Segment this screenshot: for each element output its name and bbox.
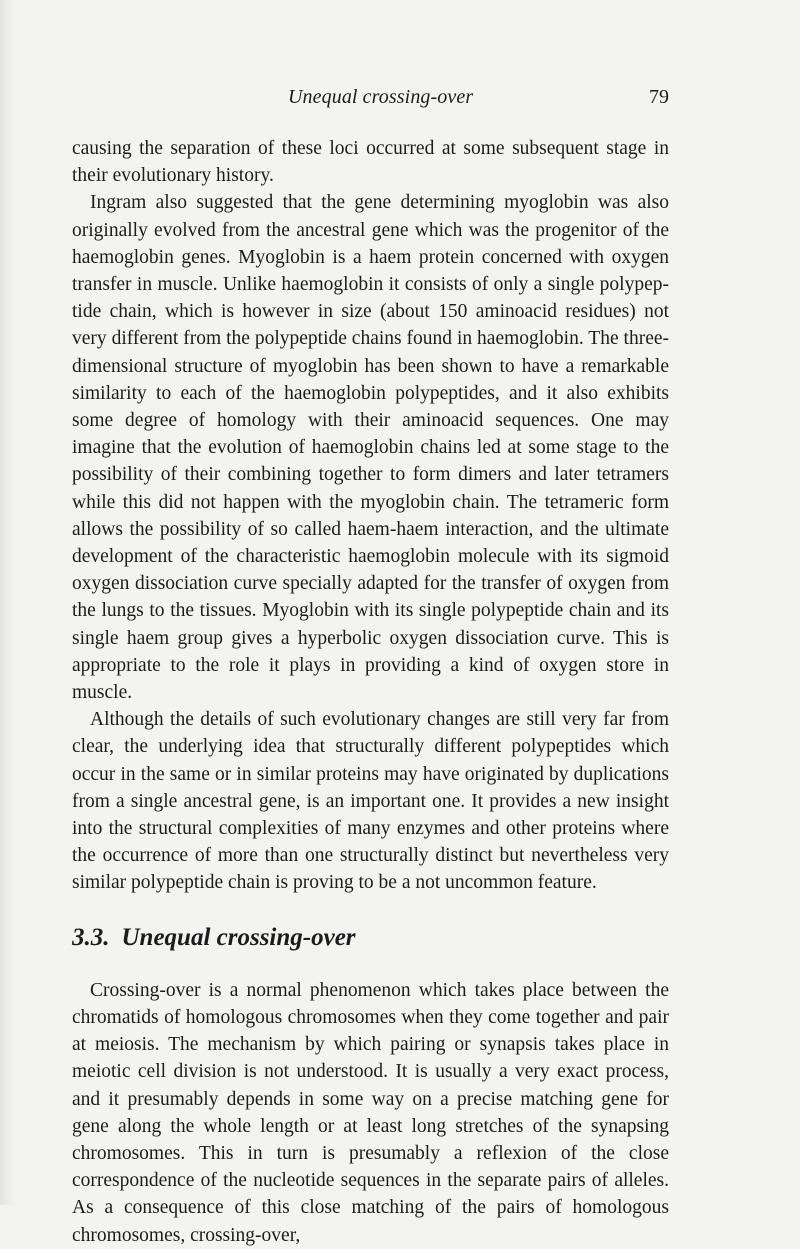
body-paragraph-myoglobin: Ingram also suggested that the gene determining myoglobin was also originally evolved from the ancestral gene which was the progenitor of the haemoglobin genes. Myoglobin is a haem protein concerned with oxygen transfer in muscle. Unlike haemoglobin it consists of only a single polypeptide chain, which is however in size (about 150 aminoacid residues) not very different from the polypeptide chains found in haemoglobin. The three-dimensional structure of myoglobin has been shown to have a remarkable similarity to each of the haemoglobin polypeptides, and it also exhibits some degree of homology with their aminoacid sequences. One may imagine that the evolution of haemoglobin chains led at some stage to the possibility of their combining together to form dimers and later tetramers while this did not happen with the myoglobin chain. The tetrameric form allows the possibility of so called haem-haem interaction, and the ultimate development of the characteristic haemoglobin molecule with its sigmoid oxygen dissociation curve specially adapted for the transfer of oxygen from the lungs to the tissues. Myoglobin with its single polypeptide chain and its single haem group gives a hyperbolic oxygen dissociation curve. This is appropriate to the role it plays in providing a kind of oxygen store in muscle. <box>72 192 669 704</box>
body-paragraph-evolutionary-changes: Although the details of such evolutionary changes are still very far from clear, the underlying idea that structurally different polypeptides which occur in the same or in similar proteins may have originated by duplications from a single ancestral gene, is an important one. It provides a new insight into the structural complexities of many enzymes and other proteins where the occurrence of more than one structurally distinct but nevertheless very similar polypeptide chain is proving to be a not uncommon feature. <box>72 709 669 894</box>
running-title: Unequal crossing-over <box>288 86 474 108</box>
section-heading <box>72 923 669 953</box>
running-head <box>72 86 669 116</box>
page-number: 79 <box>649 86 669 108</box>
section-paragraph-crossing-over: Crossing-over is a normal phenomenon which takes place between the chromatids of homologous chromosomes when they come together and pair at meiosis. The mechanism by which pairing or synapsis takes place in meiotic cell division is not understood. It is usually a very exact process, and it presumably depends in some way on a precise matching gene for gene along the whole length or at least long stretches of the synapsing chromosomes. This in turn is presumably a reflexion of the close correspondence of the nucleotide sequences in the separate pairs of alleles. As a consequence of this close matching of the pairs of homologous chromosomes, crossing-over, <box>72 979 669 1246</box>
page-edge-shadow <box>0 0 14 1205</box>
page-body <box>72 135 669 1249</box>
section-number: 3.3. <box>72 923 110 951</box>
body-paragraph-continuation: causing the separation of these loci occurred at some subsequent stage in their evolutionary history. <box>72 138 669 187</box>
section-title: Unequal crossing-over <box>121 923 356 951</box>
